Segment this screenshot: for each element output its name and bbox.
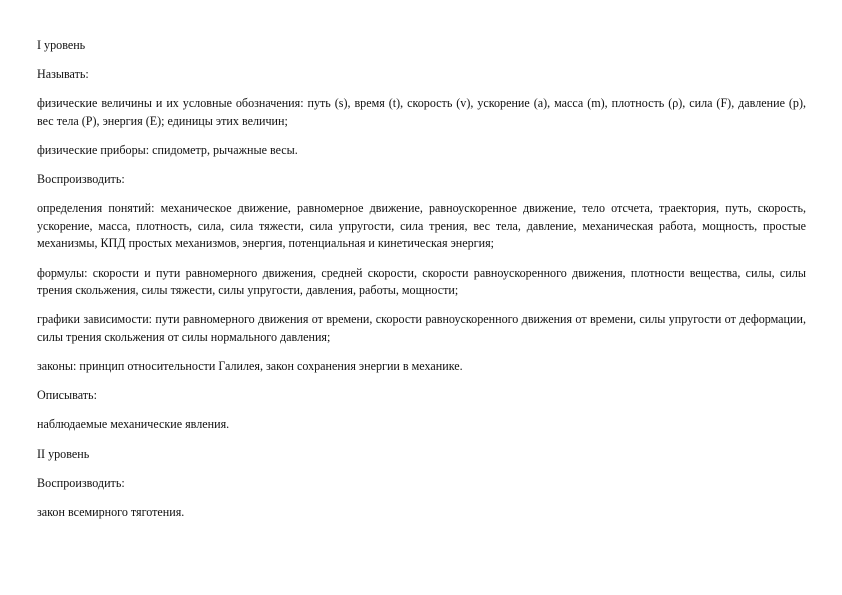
paragraph-gravitation-law: закон всемирного тяготения. bbox=[37, 504, 185, 519]
section-label-describe: Описывать: bbox=[37, 388, 97, 403]
section-label-reproduce: Воспроизводить: bbox=[37, 172, 125, 187]
section-label-name: Называть: bbox=[37, 67, 89, 82]
paragraph-physical-instruments: физические приборы: спидометр, рычажные весы. bbox=[37, 143, 298, 158]
paragraph-definitions: определения понятий: механическое движение, равномерное движение, равноускоренное движение, тело отсчета, траектория, путь, скорость, ускорение, масса, плотность, сила, сила тяжести, сила упругости, сила трения, вес тела, давление, механическая работа, мощность, простые механизмы, КПД простых механизмов, энергия, потенциальная и кинетическая энергия; bbox=[37, 201, 806, 251]
paragraph-graphs: графики зависимости: пути равномерного движения от времени, скорости равноускоренного движения от времени, силы упругости от деформации, силы трения скольжения от силы нормального давления; bbox=[37, 312, 806, 344]
paragraph-formulas: формулы: скорости и пути равномерного движения, средней скорости, скорости равноускоренного движения, плотности вещества, силы, силы трения скольжения, силы тяжести, силы упругости, давления, работы, мощности; bbox=[37, 265, 806, 298]
paragraph-laws: законы: принцип относительности Галилея, закон сохранения энергии в механике. bbox=[37, 359, 463, 373]
paragraph-physical-quantities: физические величины и их условные обозначения: путь (s), время (t), скорость (v), ускорение (a), масса (m), плотность (ρ), сила (F), давление (p), вес тела (P), энергия (E); единицы этих величин; bbox=[37, 96, 806, 128]
level-heading-2: II уровень bbox=[37, 446, 90, 461]
level-heading-1: I уровень bbox=[37, 38, 86, 52]
section-label-reproduce-2: Воспроизводить: bbox=[37, 475, 125, 490]
paragraph-phenomena: наблюдаемые механические явления. bbox=[37, 417, 230, 432]
document-body bbox=[37, 37, 806, 533]
